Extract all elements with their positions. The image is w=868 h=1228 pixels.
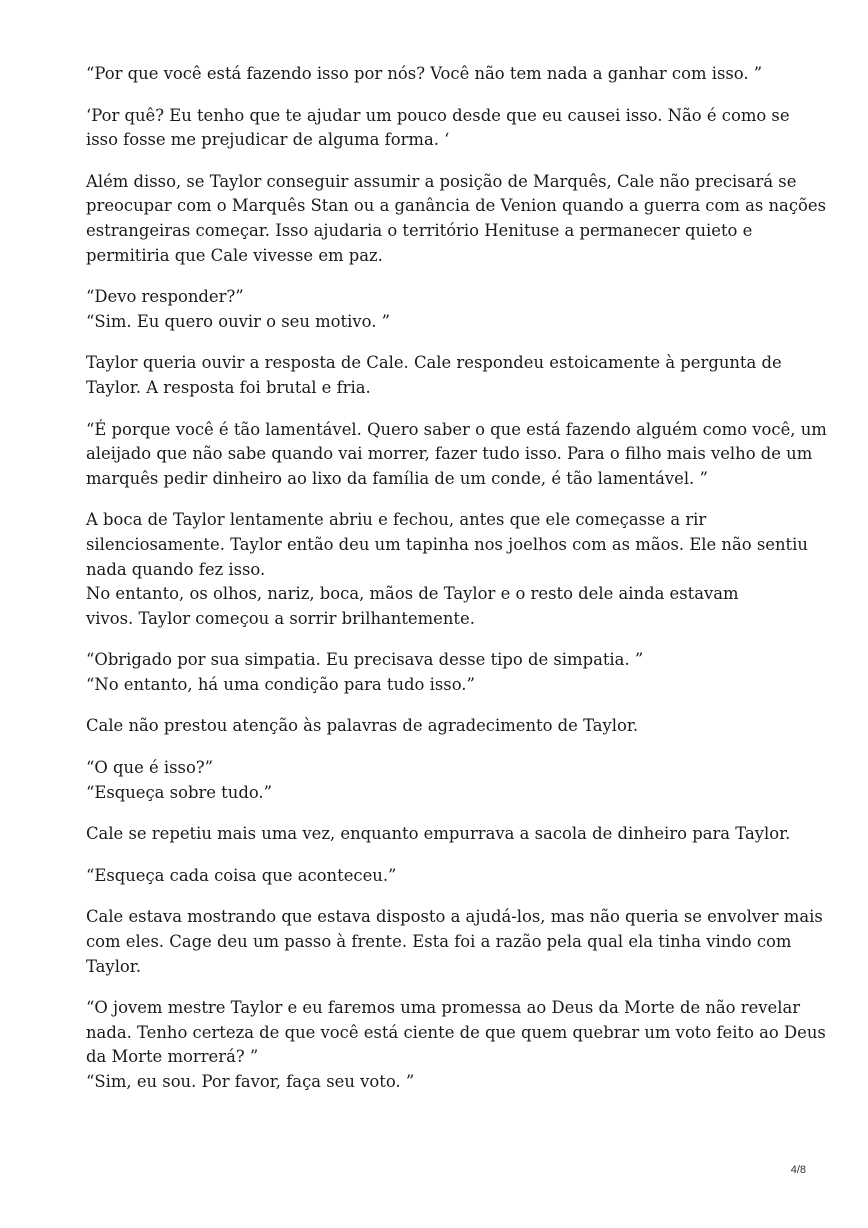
text-line: aleijado que não sabe quando vai morrer, fazer tudo isso. Para o filho mais velho de um xyxy=(86,444,813,464)
paragraph xyxy=(86,418,827,492)
text-line: “É porque você é tão lamentável. Quero saber o que está fazendo alguém como você, um xyxy=(86,419,827,439)
text-line: preocupar com o Marquês Stan ou a ganância de Venion quando a guerra com as nações xyxy=(86,196,826,216)
text-line: “Obrigado por sua simpatia. Eu precisava desse tipo de simpatia. ” xyxy=(86,650,644,670)
text-line: Cale estava mostrando que estava disposto a ajudá-los, mas não queria se envolver mais xyxy=(86,907,823,927)
paragraph xyxy=(86,648,786,697)
text-line: “Esqueça sobre tudo.” xyxy=(86,782,272,802)
text-line: silenciosamente. Taylor então deu um tapinha nos joelhos com as mãos. Ele não sentiu xyxy=(86,534,808,554)
text-line: “Devo responder?” xyxy=(86,287,244,307)
text-line: A boca de Taylor lentamente abriu e fechou, antes que ele começasse a rir xyxy=(86,510,707,530)
paragraph xyxy=(86,905,823,979)
text-line: “Sim, eu sou. Por favor, faça seu voto. ” xyxy=(86,1072,415,1091)
text-line: marquês pedir dinheiro ao lixo da família de um conde, é tão lamentável. ” xyxy=(86,468,708,488)
paragraph xyxy=(86,351,786,400)
text-line: estrangeiras começar. Isso ajudaria o território Henituse a permanecer quieto e xyxy=(86,220,753,240)
text-line: nada quando fez isso. xyxy=(86,559,266,579)
text-line: permitiria que Cale vivesse em paz. xyxy=(86,245,383,265)
text-line: Taylor. xyxy=(86,956,142,976)
text-line: “O que é isso?” xyxy=(86,758,213,778)
paragraph xyxy=(86,996,826,1094)
text-line: isso fosse me prejudicar de alguma forma. ‘ xyxy=(86,130,450,150)
paragraph xyxy=(86,170,826,268)
text-line: ‘Por quê? Eu tenho que te ajudar um pouco desde que eu causei isso. Não é como se xyxy=(86,105,790,125)
text-line: com eles. Cage deu um passo à frente. Esta foi a razão pela qual ela tinha vindo com xyxy=(86,932,792,952)
paragraph xyxy=(86,756,786,805)
text-line: da Morte morrerá? ” xyxy=(86,1047,259,1067)
paragraph xyxy=(86,62,786,87)
paragraph xyxy=(86,285,786,334)
text-line: Cale não prestou atenção às palavras de agradecimento de Taylor. xyxy=(86,716,639,736)
text-line: Taylor. A resposta foi brutal e fria. xyxy=(86,377,371,397)
text-line: “No entanto, há uma condição para tudo isso.” xyxy=(86,674,475,694)
text-line: vivos. Taylor começou a sorrir brilhantemente. xyxy=(86,608,475,628)
document-body xyxy=(86,62,827,1112)
text-line: nada. Tenho certeza de que você está ciente de que quem quebrar um voto feito ao Deus xyxy=(86,1022,826,1042)
text-line: “Sim. Eu quero ouvir o seu motivo. ” xyxy=(86,311,391,331)
page-number: 4/8 xyxy=(790,1164,806,1176)
paragraph xyxy=(86,508,808,631)
text-line: Taylor queria ouvir a resposta de Cale. Cale respondeu estoicamente à pergunta de xyxy=(86,353,782,373)
text-line: “Esqueça cada coisa que aconteceu.” xyxy=(86,865,397,885)
text-line: No entanto, os olhos, nariz, boca, mãos de Taylor e o resto dele ainda estavam xyxy=(86,584,739,604)
text-line: Cale se repetiu mais uma vez, enquanto empurrava a sacola de dinheiro para Taylor. xyxy=(86,824,791,844)
paragraph xyxy=(86,714,786,739)
paragraph xyxy=(86,822,791,847)
text-line: “Por que você está fazendo isso por nós? Você não tem nada a ganhar com isso. ” xyxy=(86,64,763,83)
text-line: “O jovem mestre Taylor e eu faremos uma promessa ao Deus da Morte de não revelar xyxy=(86,998,801,1018)
text-line: Além disso, se Taylor conseguir assumir a posição de Marquês, Cale não precisará se xyxy=(86,171,797,191)
paragraph xyxy=(86,104,790,153)
paragraph xyxy=(86,864,786,889)
